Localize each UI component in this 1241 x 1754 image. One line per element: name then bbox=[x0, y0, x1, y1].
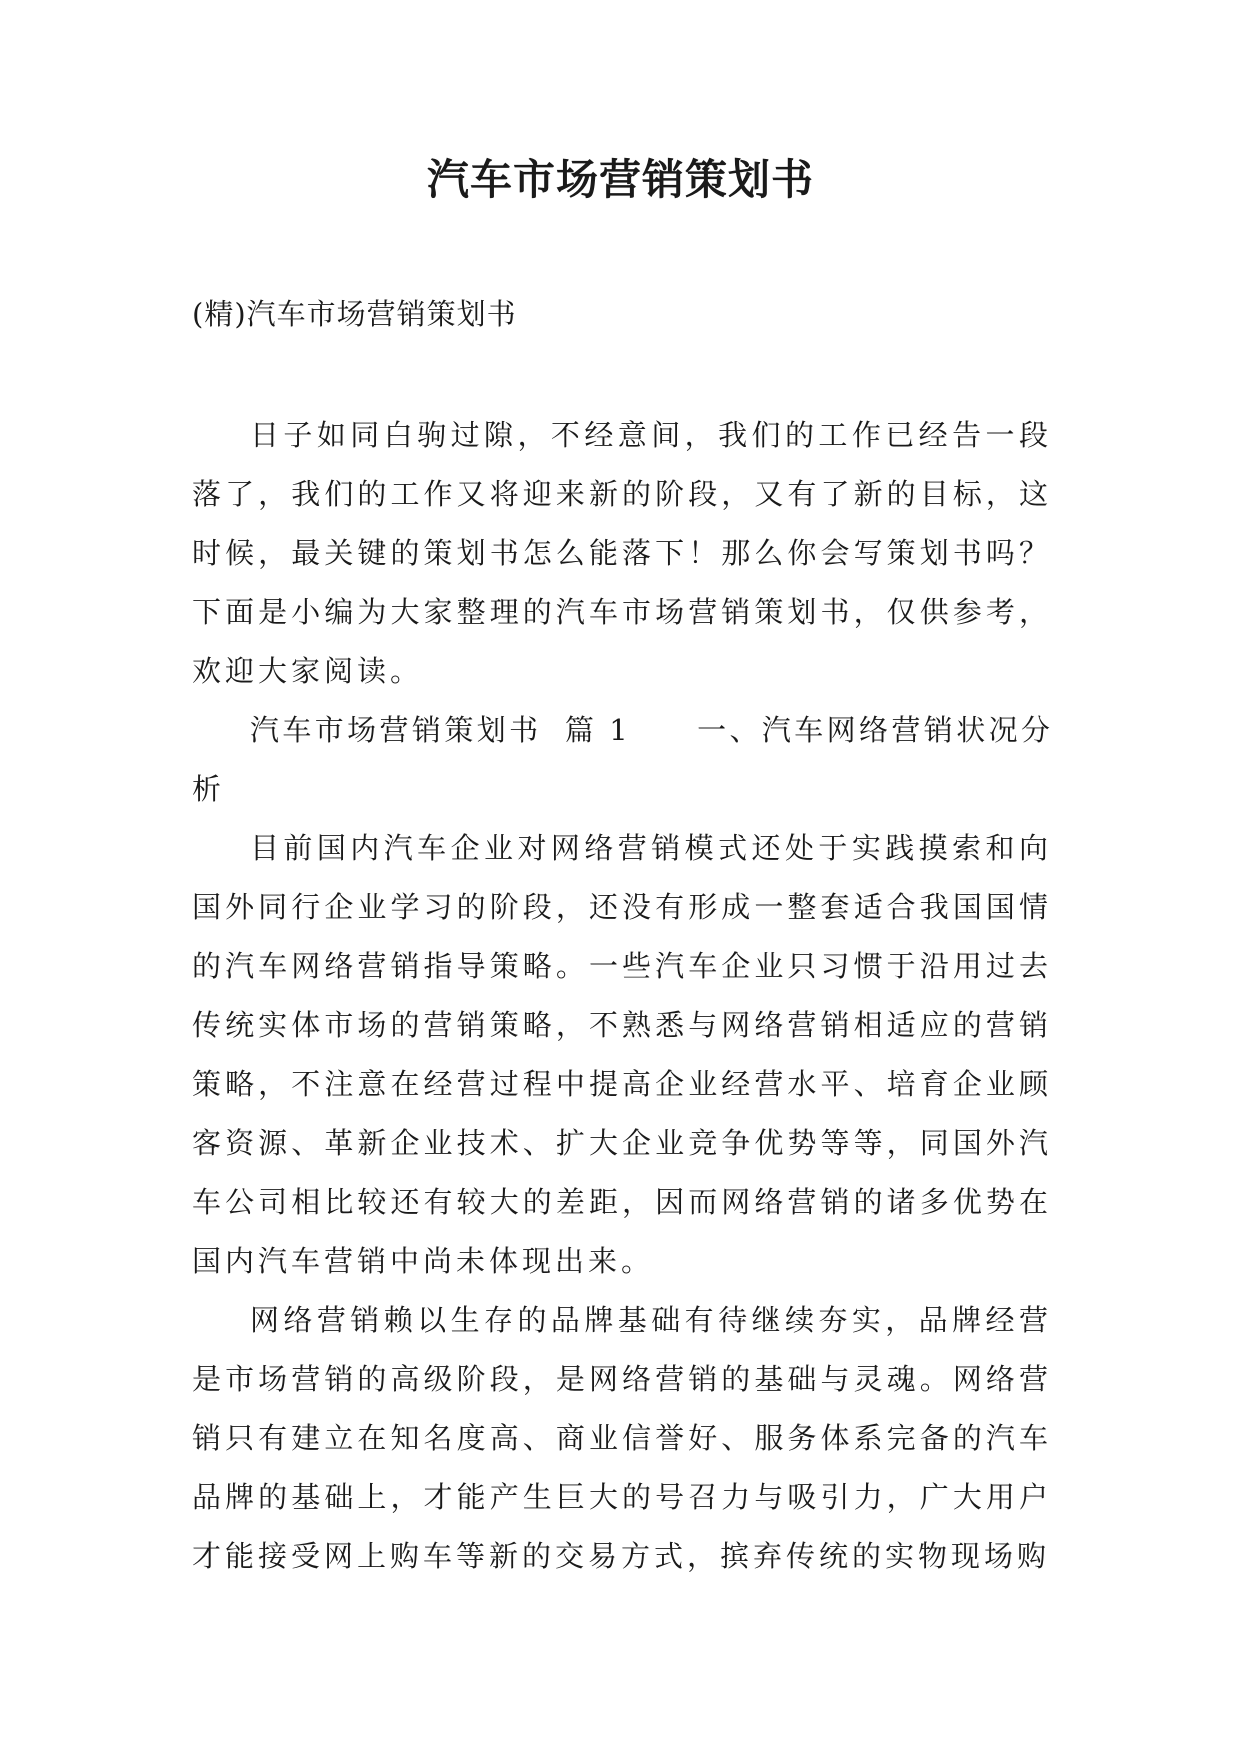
body-paragraph: 网络营销赖以生存的品牌基础有待继续夯实，品牌经营是市场营销的高级阶段，是网络营销的基础与灵魂。网络营销只有建立在知名度高、商业信誉好、服务体系完备的汽车品牌的基础上，才能产生巨大的号召力与吸引力，广大用户才能接受网上购车等新的交易方式，摈弃传统的实物现场购 bbox=[192, 1303, 1052, 1573]
section-doc-name: 汽车市场营销策划书 bbox=[250, 713, 542, 747]
section-part-label: 篇 bbox=[563, 713, 598, 747]
body-paragraph: 目前国内汽车企业对网络营销模式还处于实践摸索和向国外同行企业学习的阶段，还没有形成一整套适合我国国情的汽车网络营销指导策略。一些汽车企业只习惯于沿用过去传统实体市场的营销策略，不熟悉与网络营销相适应的营销策略，不注意在经营过程中提高企业经营水平、培育企业顾客资源、革新企业技术、扩大企业竞争优势等等，同国外汽车公司相比较还有较大的差距，因而网络营销的诸多优势在国内汽车营销中尚未体现出来。 bbox=[192, 831, 1052, 1278]
section-title: 一、汽车网络营销状况分析 bbox=[192, 713, 1052, 806]
document-body bbox=[192, 406, 1052, 1586]
section-heading bbox=[192, 701, 1052, 819]
document-subtitle: (精)汽车市场营销策划书 bbox=[192, 297, 517, 331]
document-title: 汽车市场营销策划书 bbox=[426, 155, 814, 204]
intro-paragraph: 日子如同白驹过隙，不经意间，我们的工作已经告一段落了，我们的工作又将迎来新的阶段，又有了新的目标，这时候，最关键的策划书怎么能落下！那么你会写策划书吗？下面是小编为大家整理的汽车市场营销策划书，仅供参考，欢迎大家阅读。 bbox=[192, 418, 1052, 688]
section-part-number: 1 bbox=[609, 713, 630, 747]
